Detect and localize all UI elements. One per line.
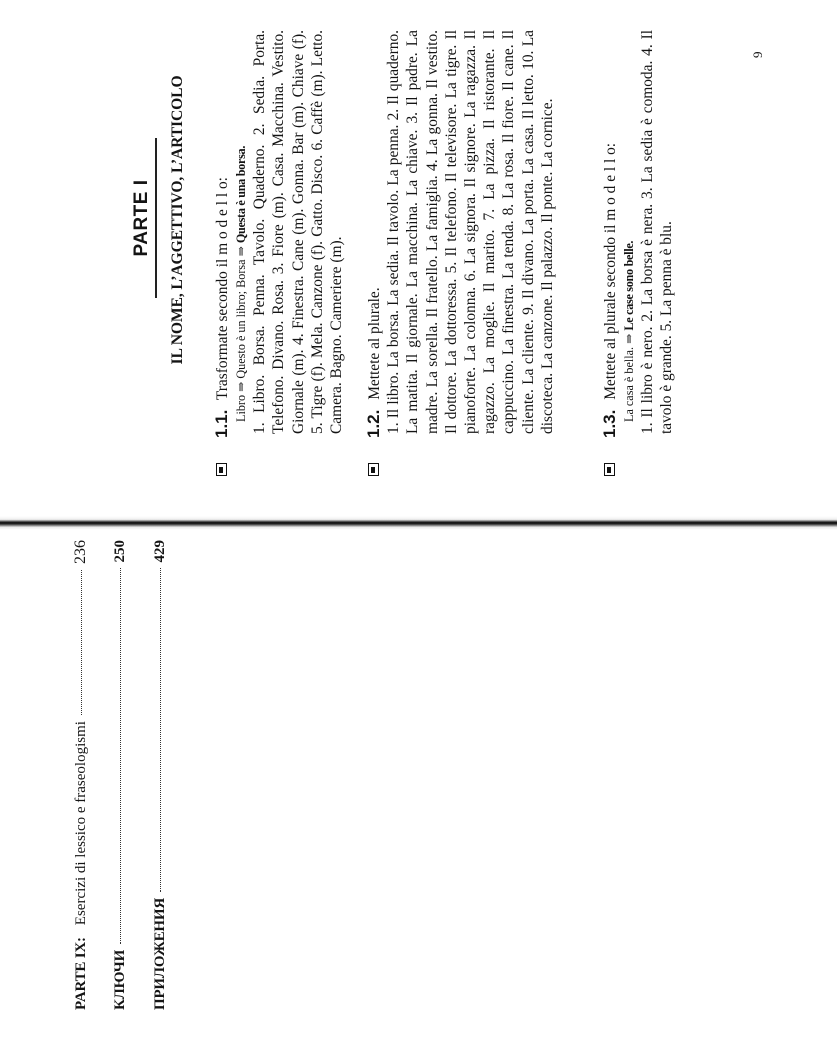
model-prefix: La casa è bella. ⇒ <box>622 333 637 422</box>
exercise-1-3 <box>600 30 677 476</box>
part-title: PARTE I <box>132 138 157 298</box>
toc-row <box>72 540 112 1010</box>
exercise-icon <box>604 463 615 476</box>
toc-leader-dots <box>81 570 82 715</box>
exercise-body: 1. Libro. Borsa. Penna. Tavolo. Quaderno. 2. Sedia. Porta. Telefono. Divano. Rosa. 3. Fiore (m). Casa. Macchina. Vestito. Giornale (m). 4. Finestra. Cane (m). Gonna. Bar (m). Chiave (f). 5. Tigre (f). Mela. Canzone (f). Gatto. Disco. 6. Caffè (m). Letto. Camera. Bagno. Cameriere (m). <box>251 30 346 434</box>
exercise-model <box>620 30 638 476</box>
exercise-1-1 <box>212 30 346 476</box>
model-prefix: Libro ⇒ Questo è un libro; Borsa ⇒ <box>234 246 249 422</box>
chapter-title: IL NOME, L’AGGETTIVO, L’ARTICOLO <box>169 75 186 365</box>
toc-row-label: PARTE IX: <box>73 937 89 1010</box>
toc-row-text: Esercizi di lessico e fraseologismi <box>73 721 89 926</box>
toc-row-label: КЛЮЧИ <box>112 949 128 1010</box>
exercise-model <box>232 30 250 476</box>
right-page <box>131 28 780 478</box>
exercise-header <box>600 30 620 476</box>
table-of-contents <box>72 540 192 1010</box>
page-number: 9 <box>750 51 765 58</box>
toc-row-page: 236 <box>72 540 89 564</box>
exercise-number: 1.3. <box>600 409 619 438</box>
toc-row-page: 429 <box>152 540 168 563</box>
exercise-instruction: Mettete al plurale secondo il m o d e l l o: <box>602 142 619 400</box>
exercise-icon <box>216 463 227 476</box>
toc-row <box>112 540 152 1010</box>
toc-row <box>152 540 192 1010</box>
exercise-instruction: Mettete al plurale. <box>366 287 383 400</box>
model-answer: Questa è una borsa. <box>234 145 249 244</box>
exercise-instruction: Trasformate secondo il m o d e l l o: <box>214 177 231 401</box>
exercise-header <box>364 30 384 476</box>
toc-row-label: ПРИЛОЖЕНИЯ <box>152 898 168 1010</box>
exercise-body: 1. Il libro è nero. 2. La borsa è nera. 3. La sedia è comoda. 4. Il tavolo è grande. 5. La penna è blu. <box>639 30 676 434</box>
exercise-number: 1.1. <box>212 409 231 438</box>
toc-leader-dots <box>160 569 161 893</box>
exercise-1-2 <box>364 30 557 476</box>
toc-leader-dots <box>120 569 121 944</box>
exercise-number: 1.2. <box>364 409 383 438</box>
model-answer: Le case sono belle. <box>622 240 637 331</box>
book-gutter <box>0 516 837 530</box>
exercise-header <box>212 30 232 476</box>
exercise-body: 1. Il libro. La borsa. La sedia. Il tavolo. La penna. 2. Il quaderno. La matita. Il giornale. La macchina. La chiave. 3. Il padre. La madre. La sorella. Il fratello. La famiglia. 4. La gonna. Il vestito. Il dottore. La dottoressa. 5. Il telefono. Il televisore. La tigre. Il pianoforte. La colonna. 6. La signora. Il signore. La ragazza. Il ragazzo. La moglie. Il marito. 7. La pizza. Il ristorante. Il cappuccino. La finestra. La tenda. 8. La rosa. Il fiore. Il cane. Il cliente. La cliente. 9. Il divano. La porta. La casa. Il letto. 10. La discoteca. La canzone. Il palazzo. Il ponte. La cornice. <box>385 30 556 434</box>
toc-row-page: 250 <box>112 540 128 563</box>
exercise-icon <box>368 463 379 476</box>
